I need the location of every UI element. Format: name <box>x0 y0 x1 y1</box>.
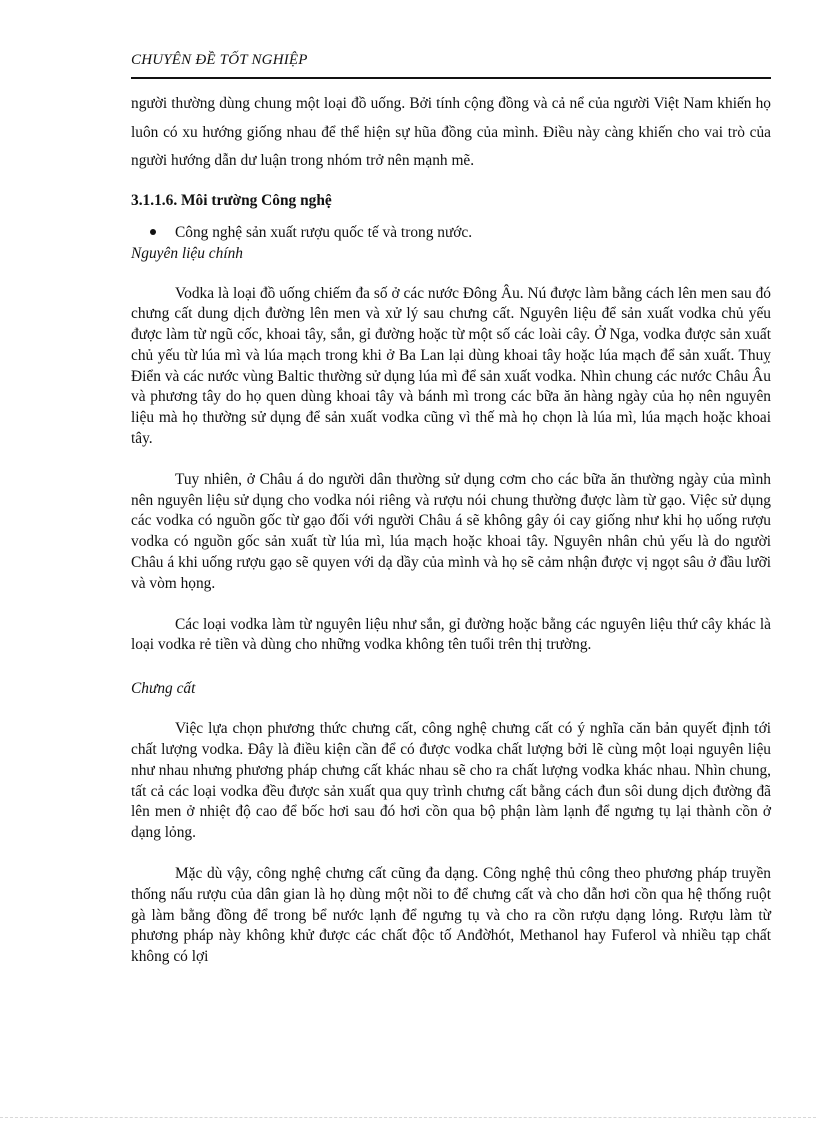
document-body <box>131 86 771 968</box>
bullet-text: Công nghệ sản xuất rượu quốc tế và trong nước. <box>175 223 473 241</box>
intro-paragraph: người thường dùng chung một loại đồ uống. Bởi tính cộng đồng và cả nể của người Việt Nam khiến họ luôn có xu hướng giống nhau để thể hiện sự hũa đồng của mình. Điều này càng khiến cho vai trò của người hướng dẫn dư luận trong nhóm trở nên mạnh mẽ. <box>131 95 771 169</box>
paragraph: Các loại vodka làm từ nguyên liệu như sắn, gỉ đường hoặc bằng các nguyên liệu thứ cây khác là loại vodka rẻ tiền và dùng cho những vodka không tên tuổi trên thị trường. <box>131 615 771 654</box>
section-heading: 3.1.1.6. Môi trường Công nghệ <box>131 191 332 209</box>
paragraph: Tuy nhiên, ở Châu á do người dân thường sử dụng cơm cho các bữa ăn thường ngày của mình nên nguyên liệu sử dụng cho vodka nói riêng và rượu nói chung thường được làm từ gạo. Việc sử dụng các vodka có nguồn gốc từ gạo đối với người Châu á sẽ không gây ói cay giống như khi họ uống rượu vodka có nguồn gốc sản xuất từ lúa mì, lúa mạch hoặc khoai tây. Nguyên nhân chủ yếu là do người Châu á khi uống rượu gạo sẽ quyen với dạ dầy của mình và họ sẽ cảm nhận được vị ngọt sâu ở đầu lưỡi và vòm họng. <box>131 470 771 592</box>
header-divider <box>131 77 771 79</box>
subheading-raw-materials: Nguyên liệu chính <box>131 244 243 262</box>
page-bottom-edge <box>0 1117 816 1118</box>
bullet-icon <box>150 229 156 235</box>
paragraph: Vodka là loại đồ uống chiếm đa số ở các nước Đông Âu. Nú được làm bằng cách lên men sau đó chưng cất dung dịch đường lên men và xử lý sau chưng cất. Nguyên liệu để sản xuất vodka chủ yếu được làm từ ngũ cốc, khoai tây, sắn, gỉ đường hoặc từ một số các loài cây. Ở Nga, vodka được sản xuất chủ yếu từ lúa mì và lúa mạch trong khi ở Ba Lan lại dùng khoai tây hoặc lúa mạch để sản xuất. Thuỵ Điển và các nước vùng Baltic thường sử dụng lúa mì để sản xuất vodka. Nhìn chung các nước Châu Âu và phương tây do họ quen dùng khoai tây và bánh mì trong các bữa ăn hàng ngày của họ nên nguyên liệu mà họ thường sử dụng để sản xuất vodka cũng vì thế mà họ chọn là lúa mì, lúa mạch hoặc khoai tây. <box>131 284 771 448</box>
subheading-distillation: Chưng cất <box>131 680 196 698</box>
paragraph: Mặc dù vậy, công nghệ chưng cất cũng đa dạng. Công nghệ thủ công theo phương pháp truyền thống nấu rượu của dân gian là họ dùng một nồi to để chưng cất và cho dẫn hơi cồn qua hệ thống ruột gà làm bằng đồng để trong bể nước lạnh để ngưng tụ và cho ra cồn rượu dạng lỏng. Rượu làm từ phương pháp này không khử được các chất độc tố Anđờhót, Methanol hay Fuferol và nhiều tạp chất không có lợi <box>131 865 771 966</box>
bullet-item <box>131 222 771 243</box>
paragraph: Việc lựa chọn phương thức chưng cất, công nghệ chưng cất có ý nghĩa căn bản quyết định tới chất lượng vodka. Đây là điều kiện cần để có được vodka chất lượng bởi lẽ cùng một loại nguyên liệu như nhau nhưng phương pháp chưng cất khác nhau sẽ cho ra chất lượng vodka khác nhau. Nhìn chung, tất cả các loại vodka đều được sản xuất qua quy trình chưng cất bằng cách đun sôi dung dịch đường đã lên men ở nhiệt độ cao để bốc hơi sau đó hơi cồn qua bộ phận làm lạnh để ngưng tụ lại thành cồn ở dạng lỏng. <box>131 720 771 842</box>
page-header-title: CHUYÊN ĐỀ TỐT NGHIỆP <box>131 52 308 68</box>
